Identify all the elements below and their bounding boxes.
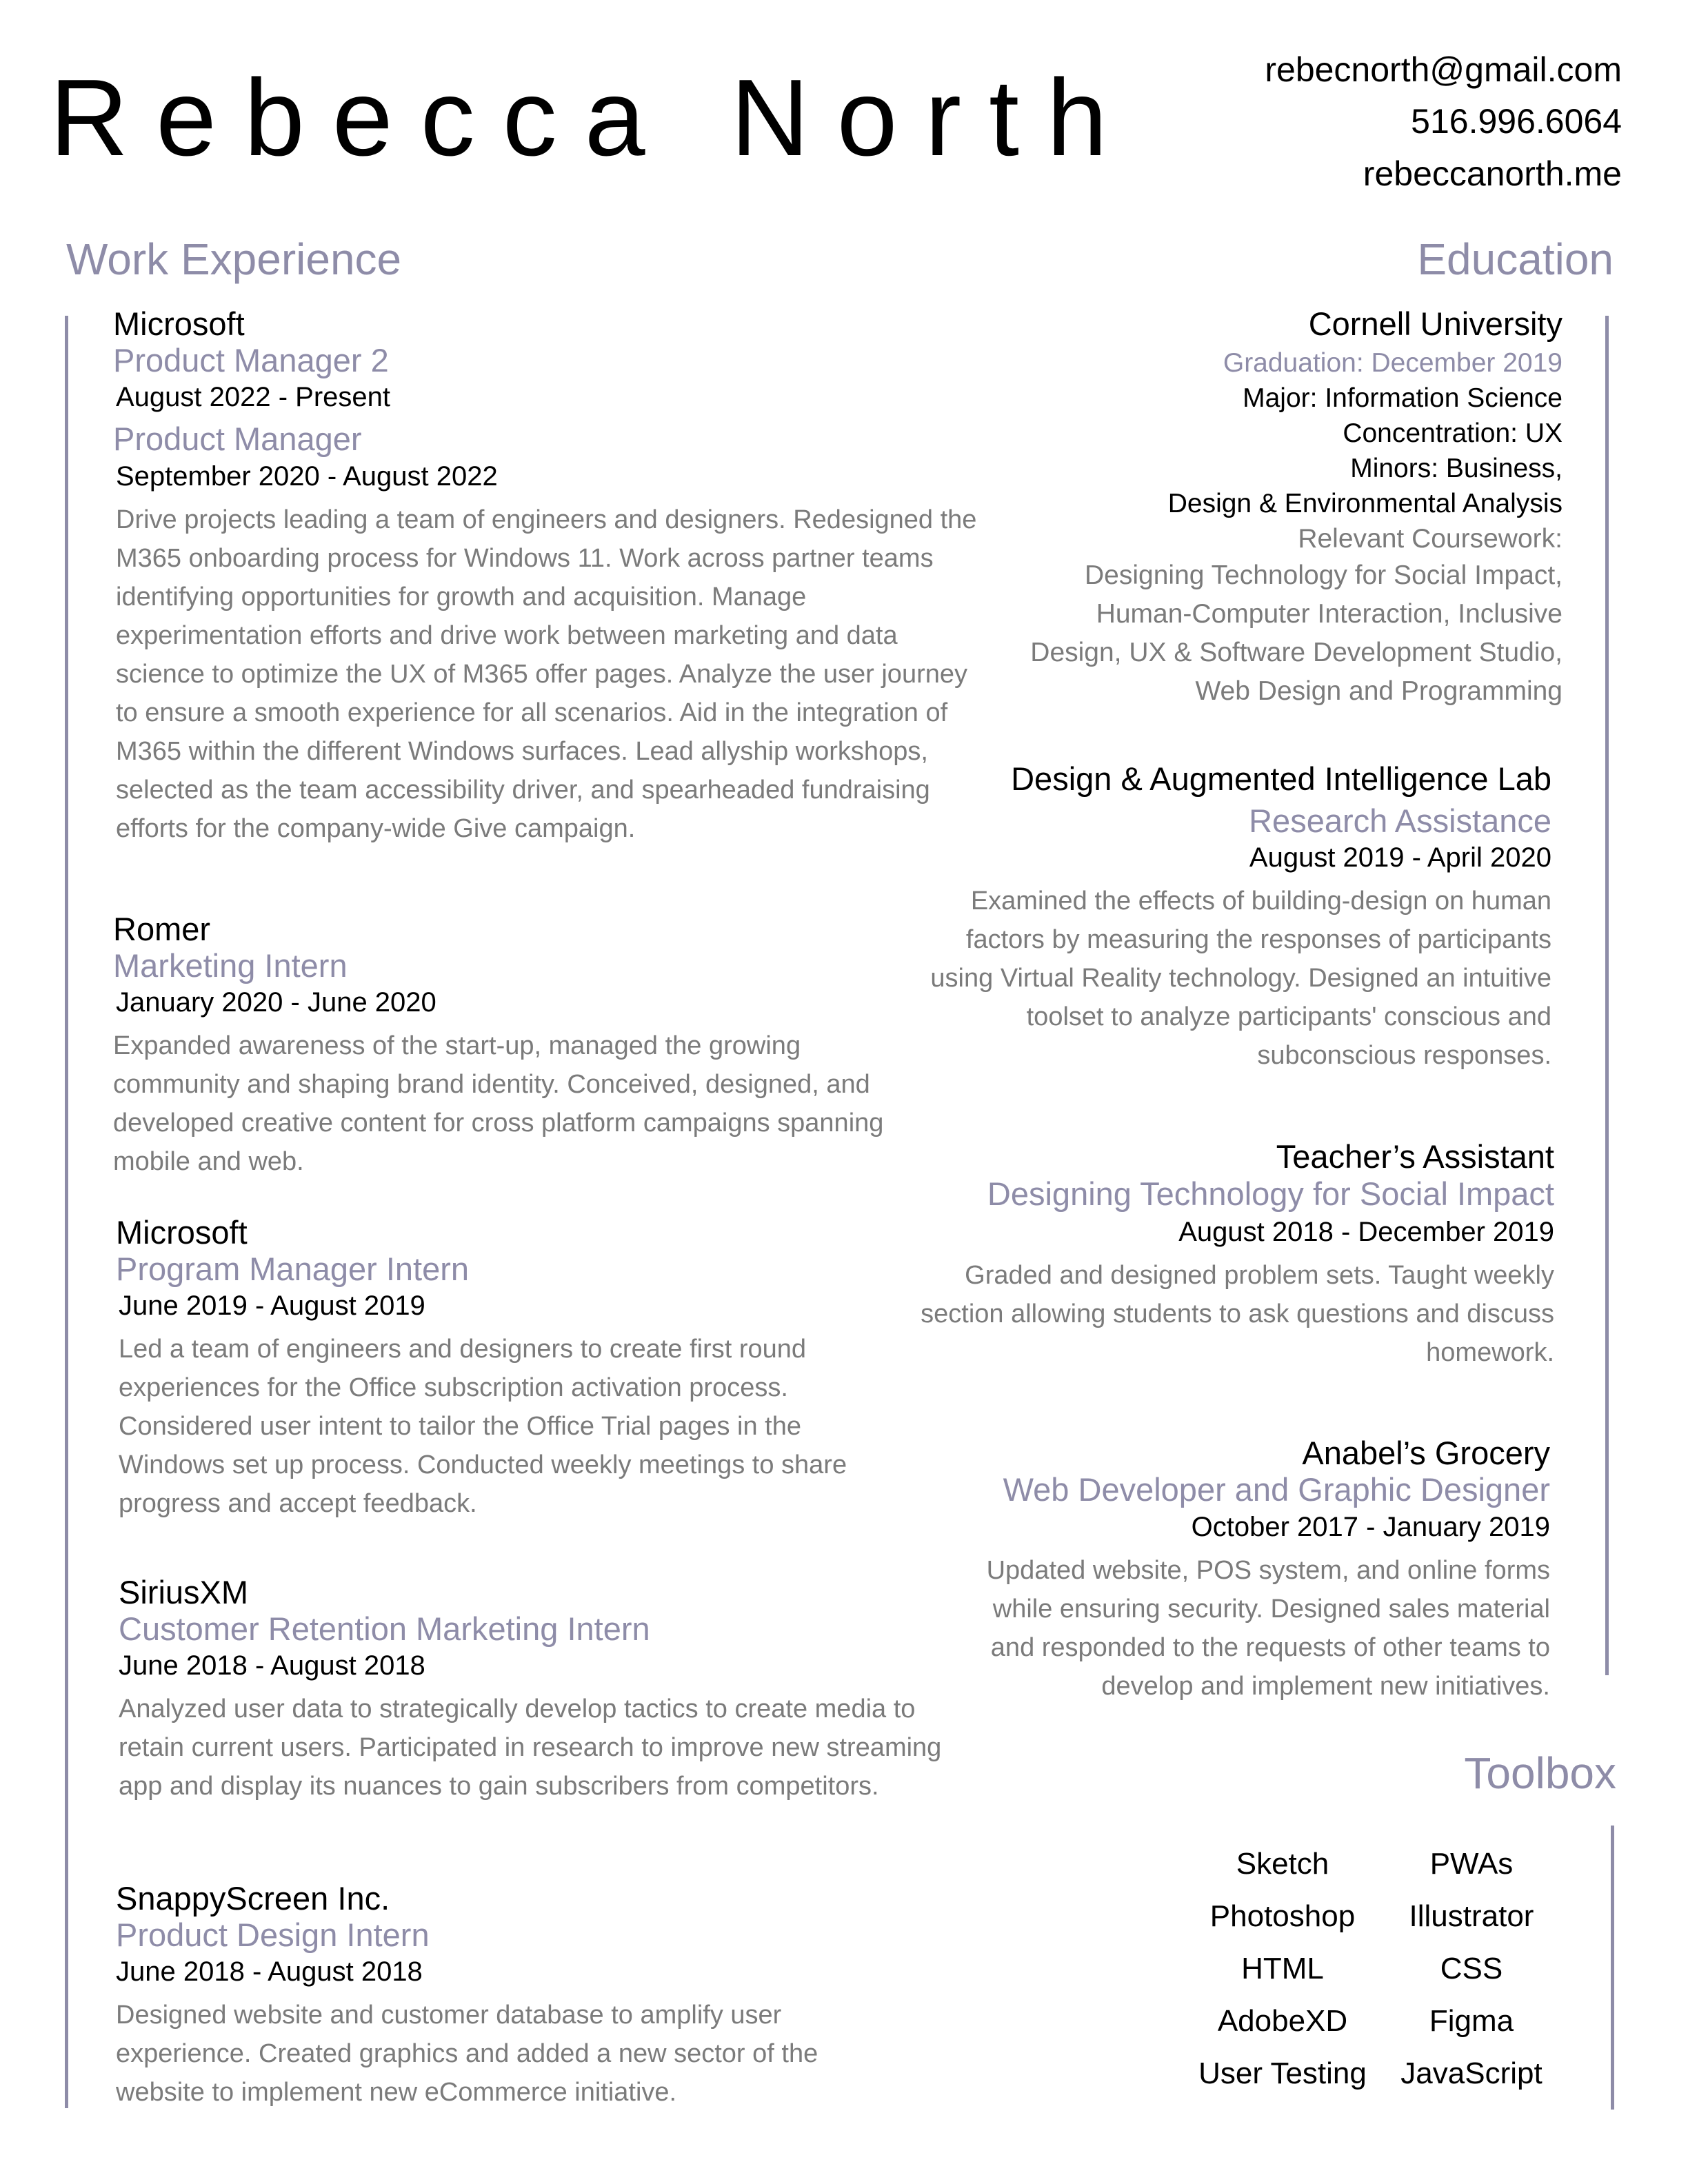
tool-item: HTML — [1241, 1952, 1324, 1985]
job-description: Led a team of engineers and designers to create first round experiences for the Office subscription activation process. Considered user intent to tailor the Office Trial pages in the Windows set up process. Conducted weekly meetings to share progress and accept feedback. — [119, 1335, 847, 1519]
job-description: Designed website and customer database to amplify user experience. Created graphics and added a new sector of the website to implement new eCommerce initiative. — [116, 2001, 818, 2107]
position-org: Teacher’s Assistant — [1276, 1138, 1554, 1175]
position-title: Designing Technology for Social Impact — [987, 1175, 1554, 1212]
work-experience-heading: Work Experience — [66, 234, 402, 284]
education-heading: Education — [1417, 234, 1614, 284]
position-org: Design & Augmented Intelligence Lab — [1011, 760, 1551, 797]
job-role: Customer Retention Marketing Intern — [119, 1610, 650, 1647]
job-romer — [113, 911, 982, 1181]
position-dates: October 2017 - January 2019 — [1191, 1511, 1550, 1542]
job-dates: August 2022 - Present — [116, 382, 391, 413]
education-cornell — [942, 306, 1563, 711]
job-microsoft-intern — [116, 1215, 985, 1523]
concentration: Concentration: UX — [1343, 418, 1563, 448]
job-description: Drive projects leading a team of engineers and designers. Redesigned the M365 onboarding process for Windows 11. Work across partner teams identifying opportunities for growth and acquisition. Manage experimentation efforts and drive work between marketing and data science to optimize the UX of M365 offer pages. Analyze the user journey to ensure a smooth experience for all scenarios. Aid in the integration of M365 within the different Windows surfaces. Lead allyship workshops, selected as the team accessibility driver, and spearheaded fundraising efforts for the company-wide Give campaign. — [116, 505, 977, 843]
job-dates: September 2020 - August 2022 — [116, 461, 498, 492]
major: Major: Information Science — [1243, 383, 1563, 413]
toolbox-divider-line — [1611, 1826, 1614, 2110]
job-dates: June 2018 - August 2018 — [116, 1957, 423, 1988]
job-microsoft-pm — [113, 306, 982, 848]
position-teachers-assistant — [892, 1139, 1554, 1372]
toolbox-heading: Toolbox — [1464, 1748, 1616, 1798]
job-dates: January 2020 - June 2020 — [116, 987, 436, 1018]
job-role: Marketing Intern — [113, 947, 348, 984]
position-org: Anabel’s Grocery — [1302, 1435, 1550, 1471]
tool-item: AdobeXD — [1217, 2004, 1348, 2038]
minors-line-1: Minors: Business, — [1350, 453, 1563, 483]
job-org: SnappyScreen Inc. — [116, 1880, 390, 1917]
job-role: Product Design Intern — [116, 1916, 430, 1953]
applicant-name: Rebecca North — [50, 57, 1135, 179]
contact-phone[interactable]: 516.996.6064 — [1411, 102, 1622, 141]
coursework-label: Relevant Coursework: — [1298, 523, 1563, 554]
contact-website[interactable]: rebeccanorth.me — [1363, 154, 1622, 193]
position-dates: August 2018 - December 2019 — [1178, 1217, 1554, 1248]
position-dail — [890, 761, 1551, 1075]
job-org: Romer — [113, 911, 211, 947]
position-anabels-grocery — [888, 1435, 1550, 1706]
job-siriusxm — [119, 1575, 987, 1806]
position-title: Research Assistance — [1249, 802, 1551, 839]
tool-item: Figma — [1429, 2004, 1514, 2038]
work-divider-line — [65, 316, 68, 2108]
job-org: SiriusXM — [119, 1574, 249, 1610]
job-org: Microsoft — [116, 1214, 248, 1251]
tool-item: Photoshop — [1209, 1899, 1356, 1933]
job-description: Expanded awareness of the start-up, managed the growing community and shaping brand identity. Conceived, designed, and developed creative content for cross platform campaigns spanning mobile and web. — [113, 1031, 884, 1177]
tool-item: Sketch — [1236, 1847, 1329, 1881]
graduation-date: Graduation: December 2019 — [1223, 347, 1563, 378]
position-description: Updated website, POS system, and online forms while ensuring security. Designed sales material and responded to the requests of other teams to develop and implement new initiatives. — [986, 1555, 1550, 1701]
tool-item: JavaScript — [1400, 2056, 1543, 2090]
job-role: Program Manager Intern — [116, 1250, 470, 1287]
contact-email[interactable]: rebecnorth@gmail.com — [1265, 50, 1622, 89]
position-dates: August 2019 - April 2020 — [1249, 842, 1551, 873]
minors-line-2: Design & Environmental Analysis — [1167, 488, 1563, 518]
coursework-list: Designing Technology for Social Impact, Human-Computer Interaction, Inclusive Design, UX & Software Development Studio, Web Design and Programming — [1030, 560, 1563, 706]
job-role: Product Manager 2 — [113, 341, 389, 378]
job-dates: June 2018 - August 2018 — [119, 1650, 425, 1681]
job-role: Product Manager — [113, 421, 362, 458]
job-snappyscreen — [116, 1881, 985, 2112]
job-description: Analyzed user data to strategically develop tactics to create media to retain current users. Participated in research to improve new streaming app and display its nuances to gain subscribers from competitors. — [119, 1695, 942, 1801]
position-description: Examined the effects of building-design on human factors by measuring the responses of participants using Virtual Reality technology. Designed an intuitive toolset to analyze participants' conscious and subconscious responses. — [930, 887, 1551, 1071]
tool-item: CSS — [1440, 1952, 1503, 1985]
school-name: Cornell University — [1308, 305, 1563, 342]
tool-item: Illustrator — [1409, 1899, 1534, 1933]
job-org: Microsoft — [113, 305, 245, 342]
tool-item: User Testing — [1198, 2056, 1367, 2090]
education-divider-line — [1605, 316, 1609, 1675]
job-dates: June 2019 - August 2019 — [119, 1291, 425, 1322]
position-title: Web Developer and Graphic Designer — [1003, 1470, 1550, 1508]
tool-item: PWAs — [1429, 1847, 1514, 1881]
position-description: Graded and designed problem sets. Taught weekly section allowing students to ask questions and discuss homework. — [921, 1261, 1554, 1368]
